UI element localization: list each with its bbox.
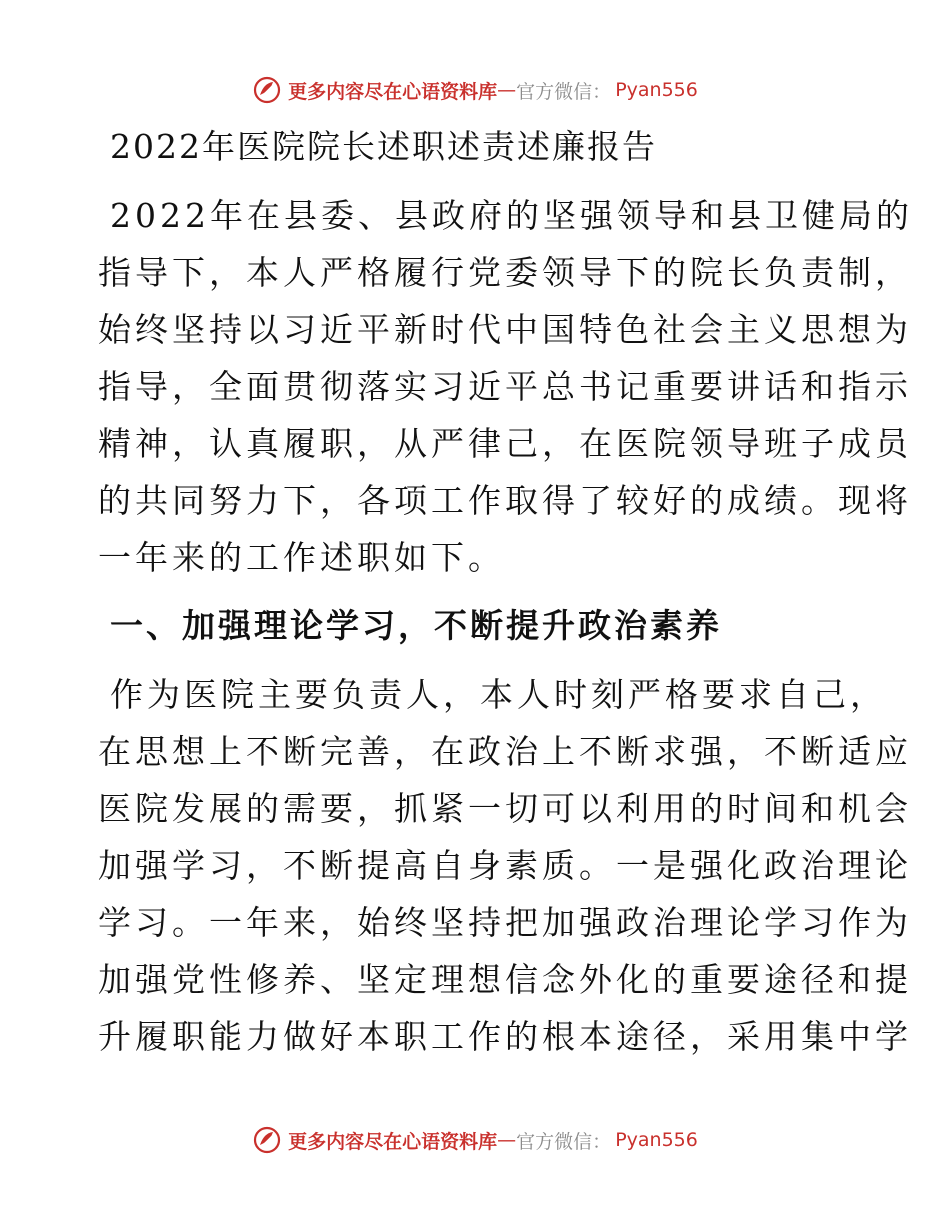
paragraph-line: 指导下，本人严格履行党委领导下的院长负责制， [98,253,912,292]
watermark-label: 官方微信： [516,1130,612,1153]
watermark-brand-text: 更多内容尽在心语资料库 [288,1130,498,1153]
document-body [98,118,913,1076]
watermark-dash: — [497,79,517,101]
section-heading: 一、加强理论学习，不断提升政治素养 [110,606,722,645]
watermark-brand-text: 更多内容尽在心语资料库 [288,80,498,103]
header-watermark [0,70,950,110]
paragraph-line: 指导，全面贯彻落实习近平总书记重要讲话和指示 [98,367,912,406]
watermark-label: 官方微信： [516,80,612,103]
watermark-dash: — [497,1129,517,1151]
paragraph-line: 学习。一年来，始终坚持把加强政治理论学习作为 [98,903,912,942]
paragraph-line: 加强学习，不断提高自身素质。一是强化政治理论 [98,846,912,885]
intro-paragraph [98,187,913,586]
paragraph-line: 作为医院主要负责人，本人时刻严格要求自己， [110,675,887,714]
paragraph-line: 始终坚持以习近平新时代中国特色社会主义思想为 [98,310,912,349]
paragraph-line: 的共同努力下，各项工作取得了较好的成绩。现将 [98,481,912,520]
brand-logo-icon [252,75,282,105]
watermark-account: Pyan556 [615,79,698,101]
paragraph-line: 2022年在县委、县政府的坚强领导和县卫健局的 [110,196,913,235]
paragraph-line: 加强党性修养、坚定理想信念外化的重要途径和提 [98,960,912,999]
footer-watermark [0,1120,950,1160]
section1-paragraph [98,666,912,1065]
paragraph-line: 在思想上不断完善，在政治上不断求强，不断适应 [98,732,912,771]
paragraph-line: 一年来的工作述职如下。 [98,538,505,577]
paragraph-line: 医院发展的需要，抓紧一切可以利用的时间和机会 [98,789,912,828]
document-title: 2022年医院院长述职述责述廉报告 [110,127,657,166]
watermark-account: Pyan556 [615,1129,698,1151]
paragraph-line: 升履职能力做好本职工作的根本途径，采用集中学 [98,1017,912,1056]
paragraph-line: 精神，认真履职，从严律己，在医院领导班子成员 [98,424,912,463]
brand-logo-icon [252,1125,282,1155]
